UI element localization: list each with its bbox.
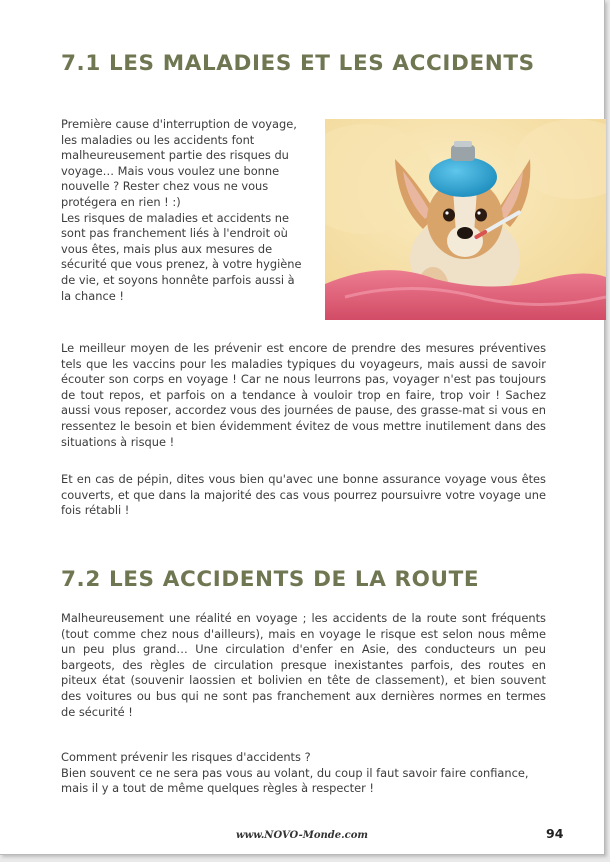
body-paragraph: Le meilleur moyen de les prévenir est encore de prendre des mesures préventives tels que les vaccins pour les maladies typiques du voyageurs, mais aussi de savoir écouter son corps en voyage ! Car ne nous leurrons pas, voyager n'est pas toujours de tout repos, et parfois on a tendance à vouloir trop en faire, trop voir ! Sachez aussi vous reposer, accordez vous des journées de pause, des grasse-mat si vous en ressentez le besoin et bien évidemment évitez de vous mettre inutilement dans des situations à risque ! — [61, 341, 546, 449]
text-line: la chance ! — [61, 288, 124, 303]
footer-website: www.NOVO-Monde.com — [236, 830, 368, 841]
text-line: les maladies ou les accidents font — [61, 132, 255, 147]
text-line: sécurité que vous prenez, à votre hygiène — [61, 257, 302, 272]
text-line: Comment prévenir les risques d'accidents ? — [61, 750, 311, 764]
text-line: nouvelle ? Rester chez vous ne vous — [61, 179, 269, 194]
text-line: mais il y a tout de même quelques règles à respecter ! — [61, 781, 374, 796]
section-title-maladies: 7.1 LES MALADIES ET LES ACCIDENTS — [61, 51, 535, 76]
text-line: voyage… Mais vous voulez une bonne — [61, 163, 280, 178]
sick-dog-photo — [325, 119, 606, 320]
text-line: vous êtes, mais plus aux mesures de — [61, 241, 273, 256]
body-paragraph: Et en cas de pépin, dites vous bien qu'avec une bonne assurance voyage vous êtes couverts, et que dans la majorité des cas vous pourrez poursuivre votre voyage une fois rétabli ! — [61, 472, 546, 518]
body-paragraph — [61, 750, 546, 797]
text-line: Les risques de maladies et accidents ne — [61, 210, 290, 225]
section-title-accidents-route: 7.2 LES ACCIDENTS DE LA ROUTE — [61, 567, 480, 592]
page-number: 94 — [546, 826, 564, 841]
text-line: protégera en rien ! :) — [61, 194, 181, 209]
text-line: Première cause d'interruption de voyage, — [61, 117, 297, 131]
intro-paragraph — [61, 117, 310, 304]
text-line: de vie, et soyons honnête parfois aussi à — [61, 272, 295, 287]
text-line: sont pas franchement liés à l'endroit où — [61, 226, 288, 241]
body-paragraph: Malheureusement une réalité en voyage ; les accidents de la route sont fréquents (tout comme chez nous d'ailleurs), mais en voyage le risque est selon nous même un peu plus grand… Une circulation d'enfer en Asie, des conducteurs un peu bargeots, des règles de circulation presque inexistantes parfois, des routes en piteux état (souvenir laossien et bolivien en tête de classement), et bien souvent des voitures ou bus qui ne sont pas franchement aux dernières normes en termes de sécurité ! — [61, 611, 546, 719]
text-line: Bien souvent ce ne sera pas vous au volant, du coup il faut savoir faire confiance, — [61, 765, 529, 780]
text-line: malheureusement partie des risques du — [61, 148, 289, 163]
